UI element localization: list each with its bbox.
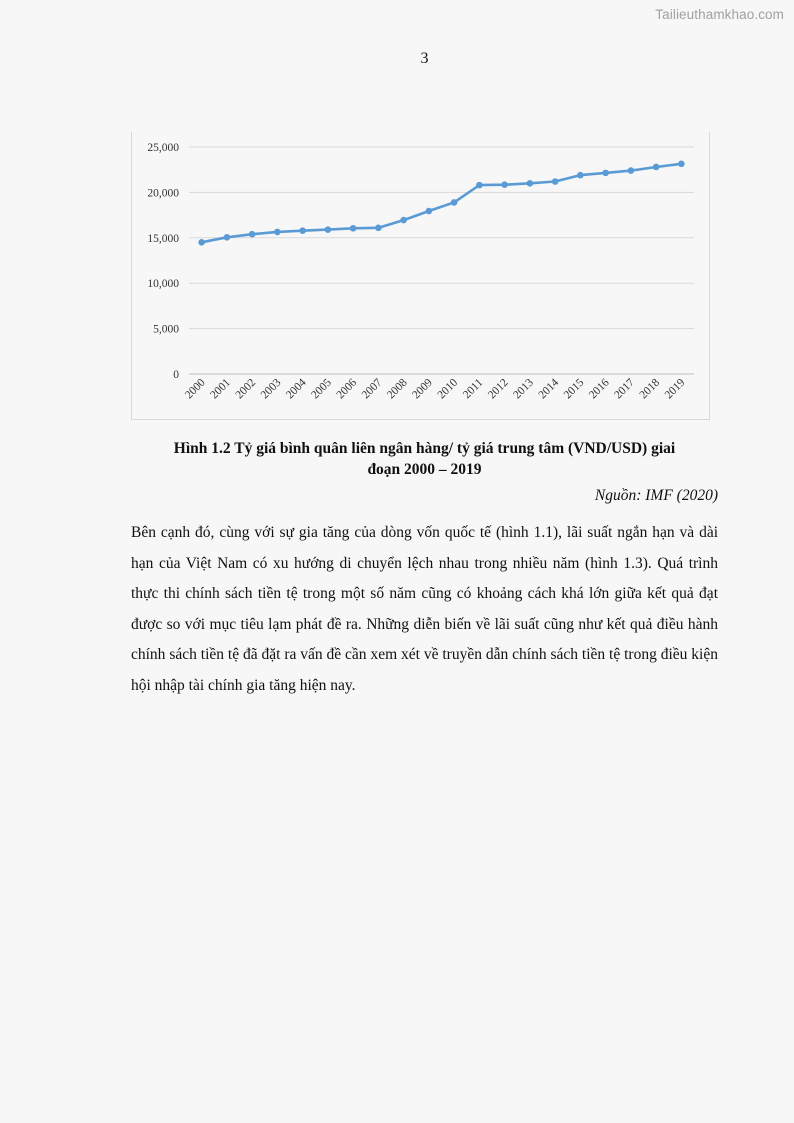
data-point-2017 — [628, 167, 635, 174]
line-chart-svg — [132, 132, 709, 419]
x-tick-label: 2000 — [182, 376, 208, 402]
y-tick-label: 10,000 — [147, 278, 179, 291]
x-tick-label: 2013 — [511, 376, 536, 402]
x-tick-label: 2015 — [561, 376, 587, 402]
y-tick-label: 15,000 — [147, 232, 179, 245]
x-tick-label: 2012 — [485, 376, 511, 402]
x-tick-label: 2001 — [208, 376, 233, 402]
y-tick-label: 25,000 — [147, 142, 179, 154]
data-point-2010 — [451, 199, 458, 206]
x-tick-label: 2019 — [662, 376, 688, 402]
data-point-2019 — [678, 160, 685, 167]
data-point-2018 — [653, 164, 660, 171]
data-point-2012 — [501, 181, 508, 188]
data-point-2008 — [400, 217, 407, 224]
x-tick-label: 2004 — [283, 376, 309, 402]
y-tick-label: 20,000 — [147, 187, 179, 200]
data-point-2007 — [375, 225, 382, 232]
data-point-2014 — [552, 178, 559, 185]
data-point-2011 — [476, 182, 483, 189]
data-point-2009 — [426, 208, 433, 215]
figure-source: Nguồn: IMF (2020) — [594, 487, 718, 504]
watermark: Tailieuthamkhao.com — [655, 7, 784, 22]
x-tick-label: 2008 — [384, 376, 410, 402]
data-point-2004 — [299, 227, 306, 234]
x-tick-label: 2018 — [637, 376, 663, 402]
data-point-2016 — [602, 170, 609, 177]
x-axis-tick-labels — [183, 376, 688, 401]
x-tick-label: 2014 — [536, 376, 562, 402]
page-number: 3 — [420, 50, 429, 67]
body-paragraph: Bên cạnh đó, cùng với sự gia tăng của dòng vốn quốc tế (hình 1.1), lãi suất ngắn hạn và dài hạn của Việt Nam có xu hướng di chuyển lệch nhau trong nhiều năm (hình 1.3). Quá trình thực thi chính sách tiền tệ trong một số năm cũng có khoảng cách khá lớn giữa kết quả đạt được so với mục tiêu lạm phát đề ra. Những diễn biến về lãi suất cũng như kết quả điều hành chính sách tiền tệ đã đặt ra vấn đề cần xem xét về truyền dẫn chính sách tiền tệ trong điều kiện hội nhập tài chính gia tăng hiện nay. — [131, 524, 718, 694]
series-line — [202, 164, 682, 243]
y-axis-tick-labels — [147, 142, 179, 381]
x-tick-label: 2017 — [612, 376, 637, 402]
x-tick-label: 2007 — [359, 376, 385, 402]
x-tick-label: 2002 — [233, 376, 259, 402]
data-point-2006 — [350, 225, 357, 232]
x-tick-label: 2009 — [410, 376, 435, 402]
exchange-rate-chart — [131, 132, 710, 420]
x-tick-label: 2005 — [309, 376, 334, 402]
x-tick-label: 2011 — [461, 376, 486, 402]
data-point-2002 — [249, 231, 256, 238]
x-tick-label: 2016 — [586, 376, 612, 402]
y-tick-label: 0 — [173, 369, 179, 381]
data-point-2001 — [224, 234, 231, 241]
data-point-2015 — [577, 172, 584, 179]
figure-caption — [131, 438, 718, 480]
data-point-2000 — [198, 239, 205, 246]
figure-caption-line-1: Hình 1.2 Tỷ giá bình quân liên ngân hàng/ tỷ giá trung tâm (VND/USD) giai — [173, 440, 676, 457]
x-tick-label: 2010 — [435, 376, 461, 402]
x-tick-label: 2003 — [258, 376, 284, 402]
x-tick-label: 2006 — [334, 376, 360, 402]
data-point-2003 — [274, 229, 281, 236]
series-vnd-usd — [198, 160, 684, 245]
data-point-2013 — [527, 180, 534, 187]
figure-caption-line-2: đoạn 2000 – 2019 — [367, 461, 482, 478]
gridlines — [189, 147, 694, 374]
y-tick-label: 5,000 — [153, 323, 179, 336]
data-point-2005 — [325, 226, 332, 233]
